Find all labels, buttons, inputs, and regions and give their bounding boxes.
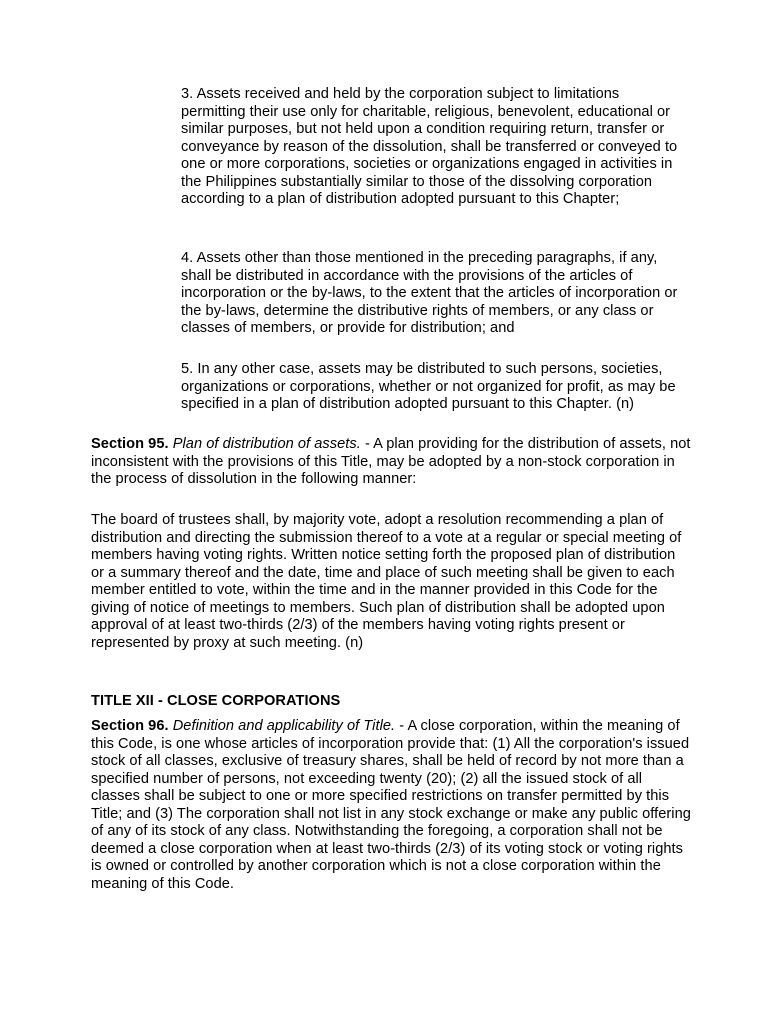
item-4-paragraph: 4. Assets other than those mentioned in the preceding paragraphs, if any, shall be distributed in accordance with the provisions of the articles of incorporation or the by-laws, to the extent that the articles of incorporation or the by-laws, determine the distributive rights of members, or any class or classes of members, or provide for distribution; and — [181, 250, 678, 336]
section-95-heading: Plan of distribution of assets. — [172, 436, 361, 452]
item-3-paragraph: 3. Assets received and held by the corporation subject to limitations permitting their use only for charitable, religious, benevolent, educational or similar purposes, but not held upon a condition requiring return, transfer or conveyance by reason of the dissolution, shall be transferred or conveyed to one or more corporations, societies or organizations engaged in activities in the Philippines substantially similar to those of the dissolving corporation according to a plan of distribution adopted pursuant to this Chapter; — [181, 86, 678, 207]
board-resolution-paragraph: The board of trustees shall, by majority vote, adopt a resolution recommending a plan of distribution and directing the submission thereof to a vote at a regular or special meeting of members having voting rights. Written notice setting forth the proposed plan of distribution or a summary thereof and the date, time and place of such meeting shall be given to each member entitled to vote, within the time and in the manner provided in this Code for the giving of notice of meetings to members. Such plan of distribution shall be adopted upon approval of at least two-thirds (2/3) of the members having voting rights present or represented by proxy at such meeting. (n) — [91, 512, 682, 651]
section-96-heading: Definition and applicability of Title. — [172, 718, 396, 734]
section-95-label: Section 95. — [91, 436, 169, 452]
item-5-paragraph: 5. In any other case, assets may be distributed to such persons, societies, organizations or corporations, whether or not organized for profit, as may be specified in a plan of distribution adopted pursuant to this Chapter. (n) — [181, 361, 676, 412]
section-96-label: Section 96. — [91, 718, 169, 734]
section-95-paragraph — [91, 436, 691, 489]
section-96-text: - A close corporation, within the meaning of this Code, is one whose articles of incorporation provide that: (1) All the corporation's issued stock of all classes, exclusive of treasury shares, shall be held of record by not more than a specified number of persons, not exceeding twenty (20); (2) all the issued stock of all classes shall be subject to one or more specified restrictions on transfer permitted by this Title; and (3) The corporation shall not list in any stock exchange or make any public offering of any of its stock of any class. Notwithstanding the foregoing, a corporation shall not be deemed a close corporation when at least two-thirds (2/3) of its voting stock or voting rights is owned or controlled by another corporation which is not a close corporation within the meaning of this Code. — [91, 718, 691, 892]
section-95-text: - A plan providing for the distribution of assets, not inconsistent with the provisions of this Title, may be adopted by a non-stock corporation in the process of dissolution in the following manner: — [91, 436, 691, 487]
section-96-paragraph — [91, 718, 691, 893]
title-xii-heading: TITLE XII - CLOSE CORPORATIONS — [91, 693, 341, 709]
